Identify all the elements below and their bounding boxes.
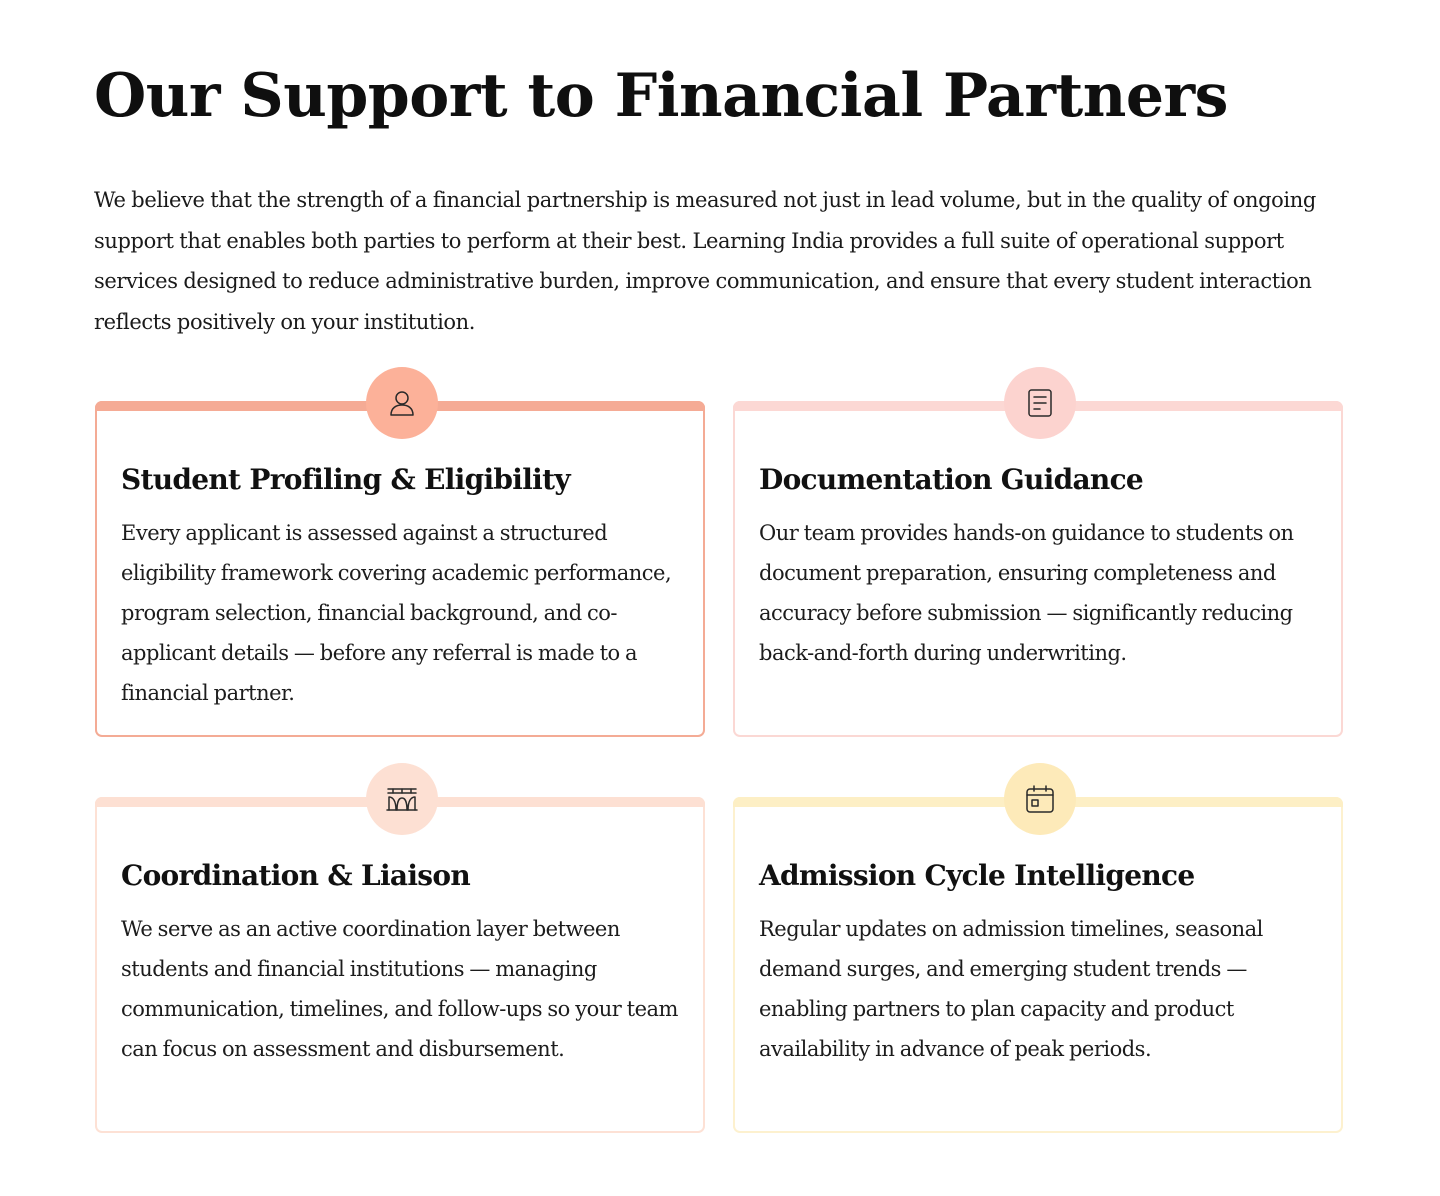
service-card-documentation: [733, 401, 1343, 737]
service-card-student-profiling: [95, 401, 705, 737]
service-card-admission-cycle: [733, 797, 1343, 1133]
card-title: Documentation Guidance: [759, 463, 1144, 496]
card-description: Our team provides hands-on guidance to students on document preparation, ensuring completeness and accuracy before submission — significantly reducing back-and-forth during underwriting.: [759, 521, 1294, 665]
card-title: Student Profiling & Eligibility: [121, 463, 570, 496]
intro-paragraph: We believe that the strength of a financial partnership is measured not just in lead volume, but in the quality of ongoing support that enables both parties to perform at their best. Learning India provides a full suite of operational support services designed to reduce administrative burden, improve communication, and ensure that every student interaction reflects positively on your institution.: [94, 188, 1316, 334]
calendar-icon: [1004, 763, 1076, 835]
card-title: Admission Cycle Intelligence: [759, 859, 1195, 892]
document-icon: [1004, 367, 1076, 439]
bridge-icon: [366, 763, 438, 835]
card-description: Regular updates on admission timelines, seasonal demand surges, and emerging student trends — enabling partners to plan capacity and product availability in advance of peak periods.: [759, 917, 1263, 1061]
user-icon: [366, 367, 438, 439]
service-card-coordination: [95, 797, 705, 1133]
card-title: Coordination & Liaison: [121, 859, 470, 892]
card-description: We serve as an active coordination layer between students and financial institutions — managing communication, timelines, and follow-ups so your team can focus on assessment and disbursement.: [121, 917, 678, 1061]
page-title: Our Support to Financial Partners: [94, 61, 1228, 131]
card-description: Every applicant is assessed against a structured eligibility framework covering academic performance, program selection, financial background, and co-applicant details — before any referral is made to a financial partner.: [121, 521, 672, 705]
